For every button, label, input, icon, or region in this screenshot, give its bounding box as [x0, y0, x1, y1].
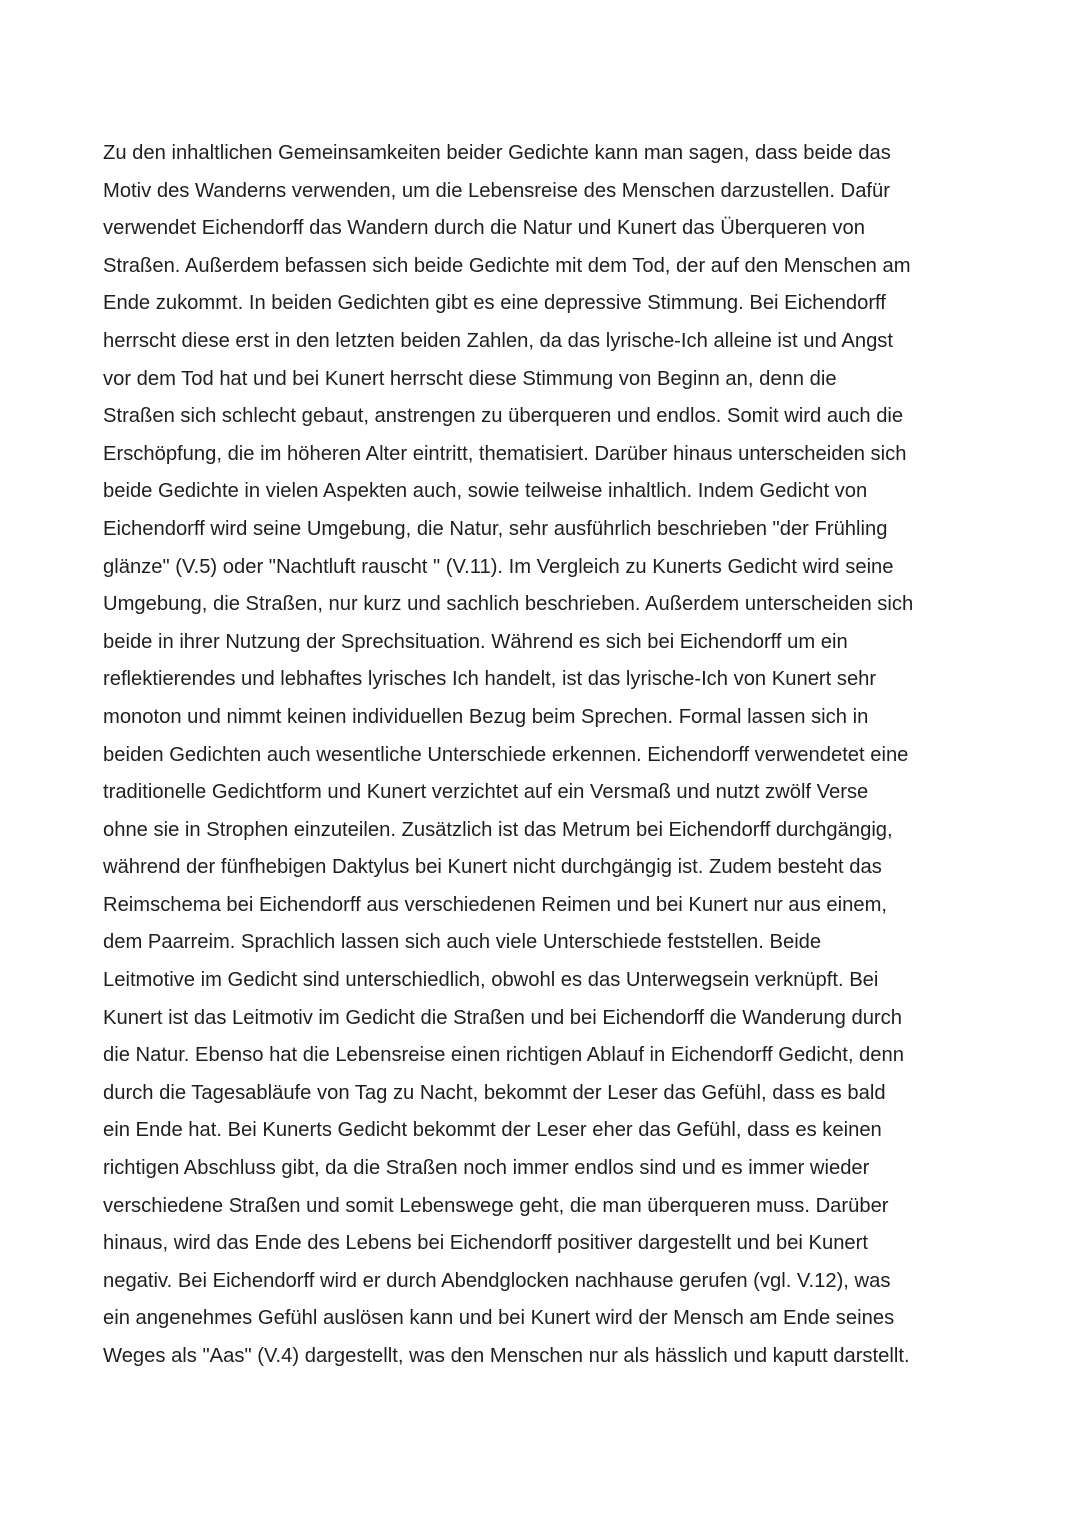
- text-line: ohne sie in Strophen einzuteilen. Zusätzlich ist das Metrum bei Eichendorff durchgängig,: [103, 818, 893, 841]
- text-line: herrscht diese erst in den letzten beiden Zahlen, da das lyrische-Ich alleine ist und Angst: [103, 329, 894, 352]
- text-line: verschiedene Straßen und somit Lebenswege geht, die man überqueren muss. Darüber: [103, 1194, 889, 1217]
- text-line: reflektierendes und lebhaftes lyrisches Ich handelt, ist das lyrische-Ich von Kunert sehr: [103, 668, 877, 691]
- text-line: Ende zukommt. In beiden Gedichten gibt es eine depressive Stimmung. Bei Eichendorff: [103, 292, 886, 315]
- text-line: Eichendorff wird seine Umgebung, die Natur, sehr ausführlich beschrieben "der Frühling: [103, 517, 888, 540]
- text-line: hinaus, wird das Ende des Lebens bei Eichendorff positiver dargestellt und bei Kunert: [103, 1232, 868, 1255]
- text-line: während der fünfhebigen Daktylus bei Kunert nicht durchgängig ist. Zudem besteht das: [103, 856, 882, 879]
- text-line: glänze" (V.5) oder "Nachtluft rauscht " (V.11). Im Vergleich zu Kunerts Gedicht wird seine: [103, 555, 894, 578]
- text-line: vor dem Tod hat und bei Kunert herrscht diese Stimmung von Beginn an, denn die: [103, 367, 837, 390]
- text-line: Umgebung, die Straßen, nur kurz und sachlich beschrieben. Außerdem unterscheiden sich: [103, 593, 914, 616]
- text-line: beide Gedichte in vielen Aspekten auch, sowie teilweise inhaltlich. Indem Gedicht von: [103, 480, 868, 503]
- text-line: ein angenehmes Gefühl auslösen kann und bei Kunert wird der Mensch am Ende seines: [103, 1307, 895, 1330]
- text-line: die Natur. Ebenso hat die Lebensreise einen richtigen Ablauf in Eichendorff Gedicht, denn: [103, 1044, 904, 1067]
- text-line: Motiv des Wanderns verwenden, um die Lebensreise des Menschen darzustellen. Dafür: [103, 179, 890, 202]
- text-line: verwendet Eichendorff das Wandern durch die Natur und Kunert das Überqueren von: [103, 217, 865, 240]
- text-line: Straßen sich schlecht gebaut, anstrengen zu überqueren und endlos. Somit wird auch die: [103, 405, 904, 428]
- text-line: Weges als "Aas" (V.4) dargestellt, was den Menschen nur als hässlich und kaputt darstellt.: [103, 1345, 910, 1367]
- text-line: negativ. Bei Eichendorff wird er durch Abendglocken nachhause gerufen (vgl. V.12), was: [103, 1269, 891, 1292]
- text-line: Leitmotive im Gedicht sind unterschiedlich, obwohl es das Unterwegsein verknüpft. Bei: [103, 969, 879, 992]
- text-line: traditionelle Gedichtform und Kunert verzichtet auf ein Versmaß und nutzt zwölf Verse: [103, 781, 869, 804]
- text-line: monoton und nimmt keinen individuellen Bezug beim Sprechen. Formal lassen sich in: [103, 705, 869, 728]
- text-line: Erschöpfung, die im höheren Alter eintritt, thematisiert. Darüber hinaus unterscheiden sich: [103, 442, 907, 465]
- text-line: Reimschema bei Eichendorff aus verschiedenen Reimen und bei Kunert nur aus einem,: [103, 893, 888, 916]
- text-line: ein Ende hat. Bei Kunerts Gedicht bekommt der Leser eher das Gefühl, dass es keinen: [103, 1119, 882, 1142]
- text-line: beide in ihrer Nutzung der Sprechsituation. Während es sich bei Eichendorff um ein: [103, 630, 848, 653]
- text-line: Zu den inhaltlichen Gemeinsamkeiten beider Gedichte kann man sagen, dass beide das: [103, 142, 891, 164]
- text-line: beiden Gedichten auch wesentliche Unterschiede erkennen. Eichendorff verwendetet eine: [103, 743, 909, 766]
- text-line: richtigen Abschluss gibt, da die Straßen noch immer endlos sind und es immer wieder: [103, 1157, 870, 1180]
- text-line: Kunert ist das Leitmotiv im Gedicht die Straßen und bei Eichendorff die Wanderung durch: [103, 1006, 902, 1029]
- text-line: Straßen. Außerdem befassen sich beide Gedichte mit dem Tod, der auf den Menschen am: [103, 254, 911, 277]
- text-line: durch die Tagesabläufe von Tag zu Nacht, bekommt der Leser das Gefühl, dass es bald: [103, 1081, 886, 1104]
- text-line: dem Paarreim. Sprachlich lassen sich auch viele Unterschiede feststellen. Beide: [103, 931, 822, 954]
- essay-paragraph: [103, 135, 1003, 1376]
